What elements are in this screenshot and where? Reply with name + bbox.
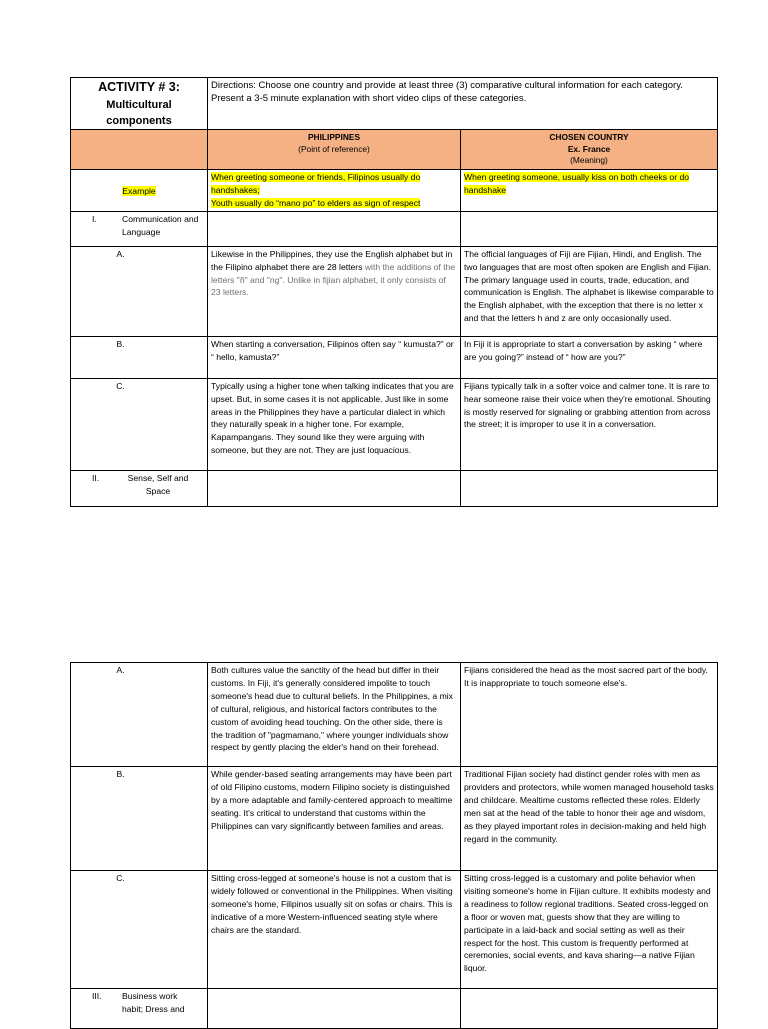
section-2-row xyxy=(71,470,718,506)
row-2b-philippines: While gender-based seating arrangements may have been part of old Filipino customs, modern Filipino society is distinguished by a more adaptable and family-centered approach to mealtime seating. It's critical to understand that customs within the Philippines can vary significantly between families and areas. xyxy=(208,767,461,871)
activity-title-cell xyxy=(71,78,208,130)
row-1b-fiji: In Fiji it is appropriate to start a conversation by asking “ where are you going?” instead of “ how are you?” xyxy=(461,336,718,378)
section-1-row xyxy=(71,211,718,246)
row-2a-fiji: Fijians considered the head as the most sacred part of the body. It is inappropriate to touch someone else's. xyxy=(461,663,718,767)
row-1c-fiji: Fijians typically talk in a softer voice and calmer tone. It is rare to hear someone raise their voice when they're emotional. Shouting is mostly reserved for signaling or grabbing attention from across the street; it is improper to use it in a conversation. xyxy=(461,378,718,470)
header-chosen-example: Ex. France xyxy=(567,143,611,154)
row-2c xyxy=(71,871,718,989)
example-ph-line-2: Youth usually do “mano po” to elders as sign of respect xyxy=(211,197,421,208)
activity-subtitle-2: components xyxy=(106,115,172,127)
example-label: Example xyxy=(122,186,156,196)
row-1a-fiji: The official languages of Fiji are Fijian, Hindi, and English. The two languages that are most often spoken are English and Fijian. The primary language used in courts, trade, education, and communication is English. The alphabet is likewise comparable to the English alphabet, with the exception that there is no letter x and that the letters h and z are only occasionally used. xyxy=(461,246,718,336)
row-2a-label: A. xyxy=(71,663,208,767)
row-2c-philippines: Sitting cross-legged at someone's house is not a custom that is widely followed or conventional in the Philippines. When visiting someone's home, Filipinos usually sit on sofas or chairs. This is indicative of a more Western-influenced seating style where chairs are the standard. xyxy=(208,871,461,989)
section-1-number: I. xyxy=(92,213,97,224)
example-label-cell xyxy=(71,170,208,212)
header-chosen-meaning: (Meaning) xyxy=(570,155,608,165)
example-ph-line-1: When greeting someone or friends, Filipinos usually do handshakes; xyxy=(211,172,421,195)
row-1b-label: B. xyxy=(71,336,208,378)
row-1a-ph-text-1: Likewise in the Philippines, they use the English alphabet but in the Filipino alphabet there are 28 letters xyxy=(211,248,453,272)
example-row xyxy=(71,170,718,212)
header-philippines-title: PHILIPPINES xyxy=(307,132,361,142)
row-2b xyxy=(71,767,718,871)
section-1-label: Communication and Language xyxy=(122,213,199,237)
activity-title: ACTIVITY # 3: xyxy=(98,80,180,94)
column-header-row xyxy=(71,130,718,170)
section-2-fj-cell xyxy=(461,470,718,506)
row-1b-philippines: When starting a conversation, Filipinos often say “ kumusta?” or “ hello, kamusta?” xyxy=(208,336,461,378)
section-2-label: Sense, Self and Space xyxy=(127,472,189,496)
section-1-ph-cell xyxy=(208,211,461,246)
row-1a-ph-text-2: with the additions of the letters "ñ" and "ng". Unlike in fijian alphabet, it only consists of 23 letters. xyxy=(211,261,456,298)
example-fr-text: When greeting someone, usually kiss on both cheeks or do handshake xyxy=(464,172,689,195)
row-2c-fiji: Sitting cross-legged is a customary and polite behavior when visiting someone's home in Fijian culture. It exhibits modesty and a readiness to follow regional traditions. Seated cross-legged on a floor or woven mat, guests show that they are willing to participate in a laid-back and social setting as well as their respect for the host. This custom is frequently performed at ceremonies, social events, and kava sharing—a native Fijian liquor. xyxy=(461,871,718,989)
row-1b xyxy=(71,336,718,378)
section-1-fj-cell xyxy=(461,211,718,246)
row-2a xyxy=(71,663,718,767)
title-row xyxy=(71,78,718,130)
row-1a-philippines xyxy=(208,246,461,336)
header-empty-cell xyxy=(71,130,208,170)
section-3-ph-cell xyxy=(208,989,461,1029)
section-2-number: II. xyxy=(92,472,100,483)
row-2c-label: C. xyxy=(71,871,208,989)
header-chosen-country xyxy=(461,130,718,170)
row-1c-label: C. xyxy=(71,378,208,470)
section-2-label-cell xyxy=(71,470,208,506)
row-1a xyxy=(71,246,718,336)
row-1c xyxy=(71,378,718,470)
section-3-number: III. xyxy=(92,991,102,1001)
example-philippines xyxy=(208,170,461,212)
section-1-label-cell xyxy=(71,211,208,246)
directions: Directions: Choose one country and provide at least three (3) comparative cultural information for each category. Present a 3-5 minute explanation with short video clips of these categories. xyxy=(208,78,718,130)
example-chosen xyxy=(461,170,718,212)
section-3-row xyxy=(71,989,718,1029)
row-1c-philippines: Typically using a higher tone when talking indicates that you are upset. But, in some cases it is not applicable. Just like in some areas in the Philippines they have a particular dialect in which they naturally speak in a higher tone. For example, Kapampangans. They sound like they were arguing with someone, but they are not. They are just loquacious. xyxy=(208,378,461,470)
row-1a-label: A. xyxy=(71,246,208,336)
row-2b-label: B. xyxy=(71,767,208,871)
header-philippines-sub: (Point of reference) xyxy=(298,143,370,154)
activity-subtitle-1: Multicultural xyxy=(106,99,172,111)
header-chosen-title: CHOSEN COUNTRY xyxy=(549,132,629,142)
row-2b-fiji: Traditional Fijian society had distinct gender roles with men as providers and protectors, while women managed household tasks and childcare. Mealtime customs reflected these roles. Elderly men sat at the head of the table to honor their age and wisdom, as they played important roles in decision-making and held high regard in the community. xyxy=(461,767,718,871)
header-philippines xyxy=(208,130,461,170)
section-3-label: Business work habit; Dress and xyxy=(122,991,185,1014)
section-3-fj-cell xyxy=(461,989,718,1029)
section-3-label-cell xyxy=(71,989,208,1029)
activity-table-page-1 xyxy=(70,77,718,507)
row-2a-philippines: Both cultures value the sanctity of the head but differ in their customs. In Fiji, it's generally considered impolite to touch someone's head due to cultural beliefs. In the Philippines, a mix of cultural, religious, and historical factors contributes to the custom of avoiding head touching. On the other side, there is the tradition of "pagmamano," where younger individuals show respect by gently placing the elder's hand on their forehead. xyxy=(208,663,461,767)
activity-table-page-2 xyxy=(70,662,718,1029)
section-2-ph-cell xyxy=(208,470,461,506)
